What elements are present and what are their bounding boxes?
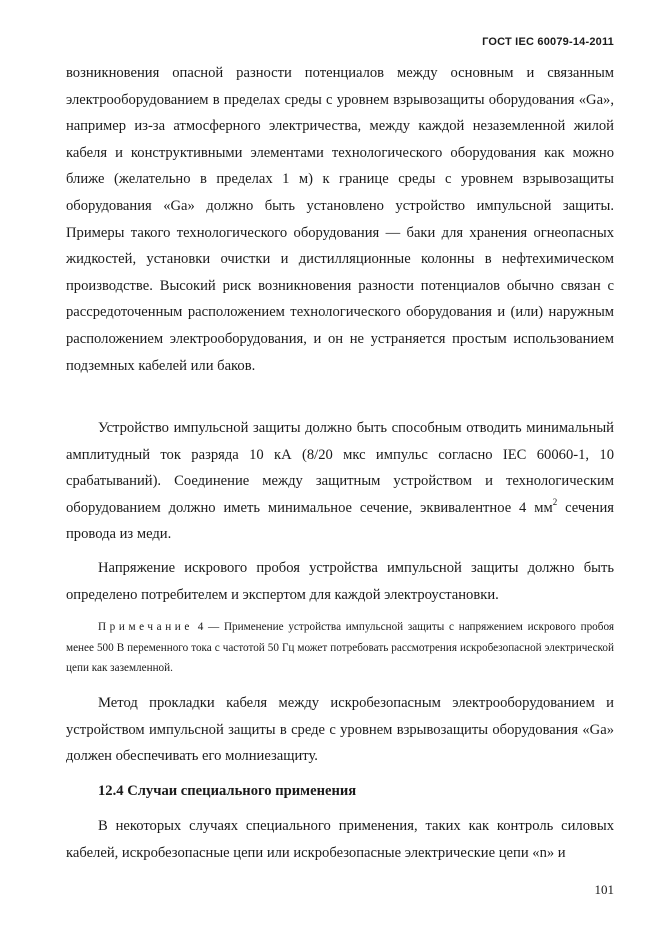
note-4 (66, 617, 614, 679)
paragraph-special-cases: В некоторых случаях специального применения, таких как контроль силовых кабелей, искробезопасные цепи или искробезопасные электрические цепи «n» и (66, 818, 614, 861)
paragraph-text: Устройство импульсной защиты должно быть способным отводить минимальный амплитудный ток разряда 10 кА (8/20 мкс импульс согласно IEC 60060-1, 10 срабатываний). Соединение между защитным устройством и технологическим оборудованием должно иметь минимальное сечение, эквивалентное 4 мм (66, 420, 614, 516)
page-number: 101 (594, 882, 614, 897)
note-label: Примечание (98, 621, 193, 633)
paragraph-discharge-current (66, 415, 614, 548)
paragraph-cable-routing: Метод прокладки кабеля между искробезопасным электрооборудованием и устройством импульсной защиты в среде с уровнем взрывозащиты оборудования «Ga» должен обеспечивать его молниезащиту. (66, 695, 614, 765)
standard-header: ГОСТ IEC 60079-14-2011 (482, 36, 614, 48)
section-heading: 12.4 Случаи специального применения (98, 783, 357, 799)
paragraph-continuation: возникновения опасной разности потенциалов между основным и связанным электрооборудованием в пределах среды с уровнем взрывозащиты оборудования «Ga», например из-за атмосферного электричества, между каждой незаземленной жилой кабеля и конструктивными элементами технологического оборудования как можно ближе (желательно в пределах 1 м) к границе среды с уровнем взрывозащиты оборудования «Ga» должно быть установлено устройство импульсной защиты. Примеры такого технологического оборудования — баки для хранения огнеопасных жидкостей, установки очистки и дистилляционные колонны в нефтехимическом производстве. Высокий риск возникновения разности потенциалов обычно связан с рассредоточенным расположением технологического оборудования и (или) наружным расположением электрооборудования, и он не устраняется простым использованием подземных кабелей или баков. (66, 65, 614, 374)
paragraph-text-end: сечения провода из меди. (66, 499, 614, 543)
note-text: 4 — Применение устройства импульсной защиты с напряжением искрового пробоя менее 500 В переменного тока с частотой 50 Гц может потребовать рассмотрения искробезопасной электрической цепи как заземленной. (66, 621, 614, 674)
paragraph-breakdown-voltage: Напряжение искрового пробоя устройства импульсной защиты должно быть определено потребителем и экспертом для каждой электроустановки. (66, 560, 614, 603)
superscript-exponent: 2 (552, 496, 558, 507)
